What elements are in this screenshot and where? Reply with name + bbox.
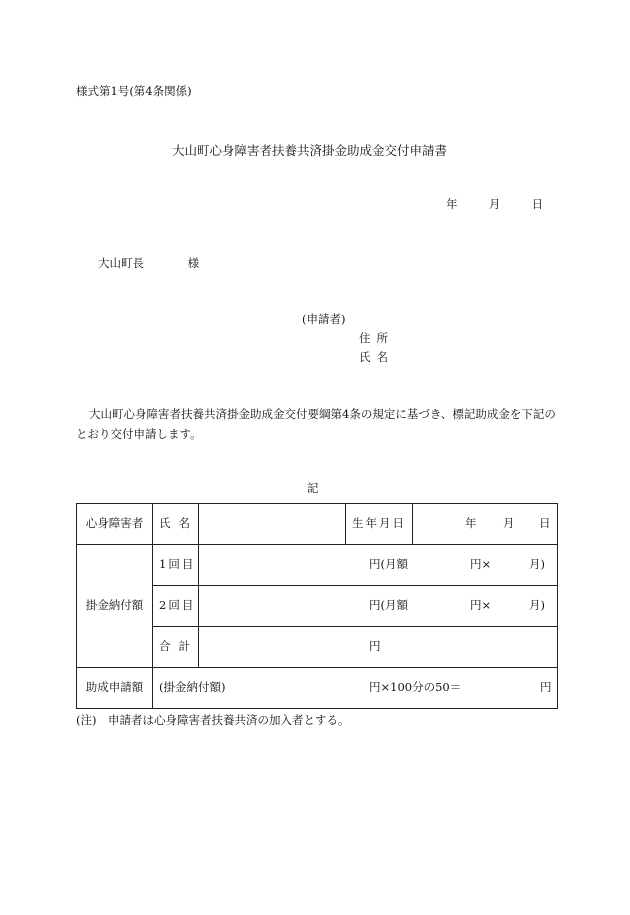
payment-2-label: 2回目 [153, 586, 199, 627]
subsidy-field[interactable] [153, 668, 558, 709]
payment-2-yen: 円(月額 [369, 598, 408, 613]
total-field[interactable] [199, 627, 558, 668]
body-text: 大山町心身障害者扶養共済掛金助成金交付要綱第4条の規定に基づき、標記助成金を下記のとおり交付申請します。 [76, 407, 556, 441]
date-day-label: 日 [531, 197, 544, 211]
ki-heading: 記 [307, 481, 319, 495]
birth-label: 生年月日 [346, 504, 413, 545]
table-row-payment-1 [77, 545, 558, 586]
total-yen: 円 [369, 639, 381, 654]
payment-1-yen2: 円× [470, 557, 492, 572]
payment-1-yen: 円(月額 [369, 557, 408, 572]
document-title: 大山町心身障害者扶養共済掛金助成金交付申請書 [172, 143, 448, 158]
addressee-name: 大山町長 [98, 256, 144, 270]
applicant-address-label: 住所 [359, 331, 394, 345]
person-label: 心身障害者 [77, 504, 153, 545]
subsidy-label: 助成申請額 [77, 668, 153, 709]
payment-1-label: 1回目 [153, 545, 199, 586]
payment-2-field[interactable] [199, 586, 558, 627]
applicant-label: (申請者) [302, 312, 346, 326]
payment-1-field[interactable] [199, 545, 558, 586]
date-month-label: 月 [488, 197, 501, 211]
subsidy-yen: 円 [540, 680, 552, 695]
application-table [76, 503, 558, 709]
date-year-label: 年 [446, 197, 458, 211]
name-label: 氏名 [153, 504, 199, 545]
date-line [446, 197, 543, 213]
birth-date-field[interactable] [413, 504, 558, 545]
birth-year-label: 年 [465, 516, 477, 531]
birth-day-label: 日 [539, 516, 551, 531]
subsidy-sub-label: (掛金納付額) [159, 680, 226, 695]
form-number: 様式第1号(第4条関係) [76, 84, 192, 98]
subsidy-formula: 円×100分の50＝ [369, 680, 462, 695]
addressee [98, 256, 199, 272]
applicant-name-label: 氏名 [359, 350, 394, 364]
name-field[interactable] [199, 504, 346, 545]
table-row-person [77, 504, 558, 545]
payment-2-month: 月) [529, 598, 545, 613]
note-text: (注) 申請者は心身障害者扶養共済の加入者とする。 [76, 713, 350, 727]
payment-2-yen2: 円× [470, 598, 492, 613]
payment-label: 掛金納付額 [77, 545, 153, 668]
birth-month-label: 月 [503, 516, 515, 531]
table-row-subsidy [77, 668, 558, 709]
total-label: 合計 [153, 627, 199, 668]
addressee-honorific: 様 [187, 256, 200, 270]
payment-1-month: 月) [529, 557, 545, 572]
